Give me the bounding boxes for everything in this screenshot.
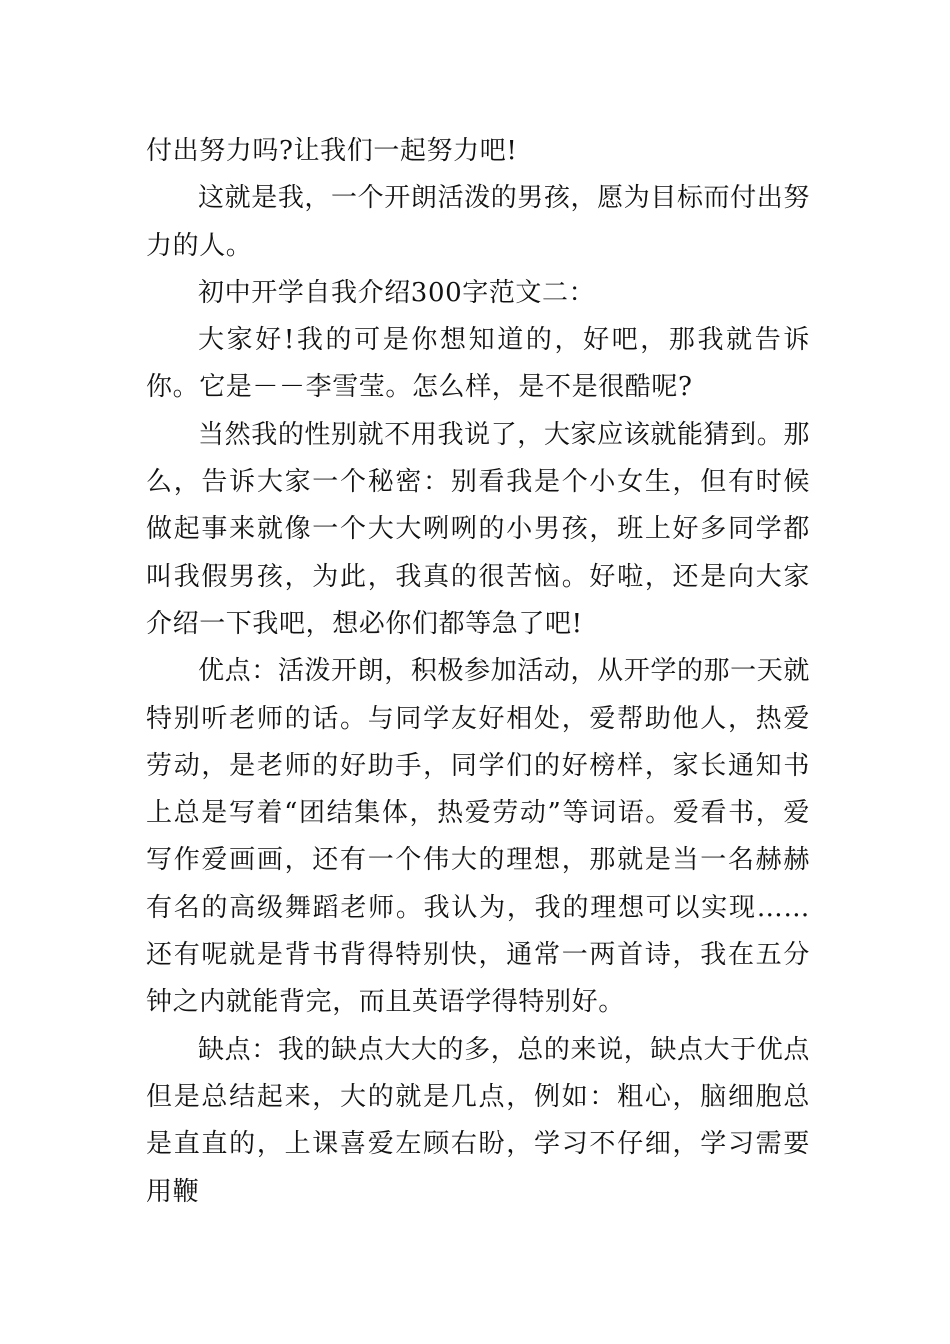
paragraph-continuation: 付出努力吗?让我们一起努力吧! [146,136,518,166]
paragraph: 这就是我，一个开朗活泼的男孩，愿为目标而付出努力的人。 [146,183,810,261]
paragraph: 当然我的性别就不用我说了，大家应该就能猜到。那么，告诉大家一个秘密：别看我是个小女生，但有时候做起事来就像一个大大咧咧的小男孩，班上好多同学都叫我假男孩，为此，我真的很苦恼。好啦，还是向大家介绍一下我吧，想必你们都等急了吧! [146,419,810,639]
section-heading: 初中开学自我介绍300字范文二： [198,277,596,308]
paragraph: 大家好!我的可是你想知道的，好吧，那我就告诉你。它是－－李雪莹。怎么样，是不是很酷呢? [146,325,810,403]
paragraph: 缺点：我的缺点大大的多，总的来说，缺点大于优点但是总结起来，大的就是几点，例如：粗心，脑细胞总是直直的，上课喜爱左顾右盼，学习不仔细，学习需要用鞭 [146,1034,810,1207]
paragraph: 优点：活泼开朗，积极参加活动，从开学的那一天就特别听老师的话。与同学友好相处，爱帮助他人，热爱劳动，是老师的好助手，同学们的好榜样，家长通知书上总是写着“团结集体，热爱劳动”等词语。爱看书，爱写作爱画画，还有一个伟大的理想，那就是当一名赫赫有名的高级舞蹈老师。我认为，我的理想可以实现……还有呢就是背书背得特别快，通常一两首诗，我在五分钟之内就能背完，而且英语学得特别好。 [146,656,810,1018]
document-body [146,128,810,1216]
